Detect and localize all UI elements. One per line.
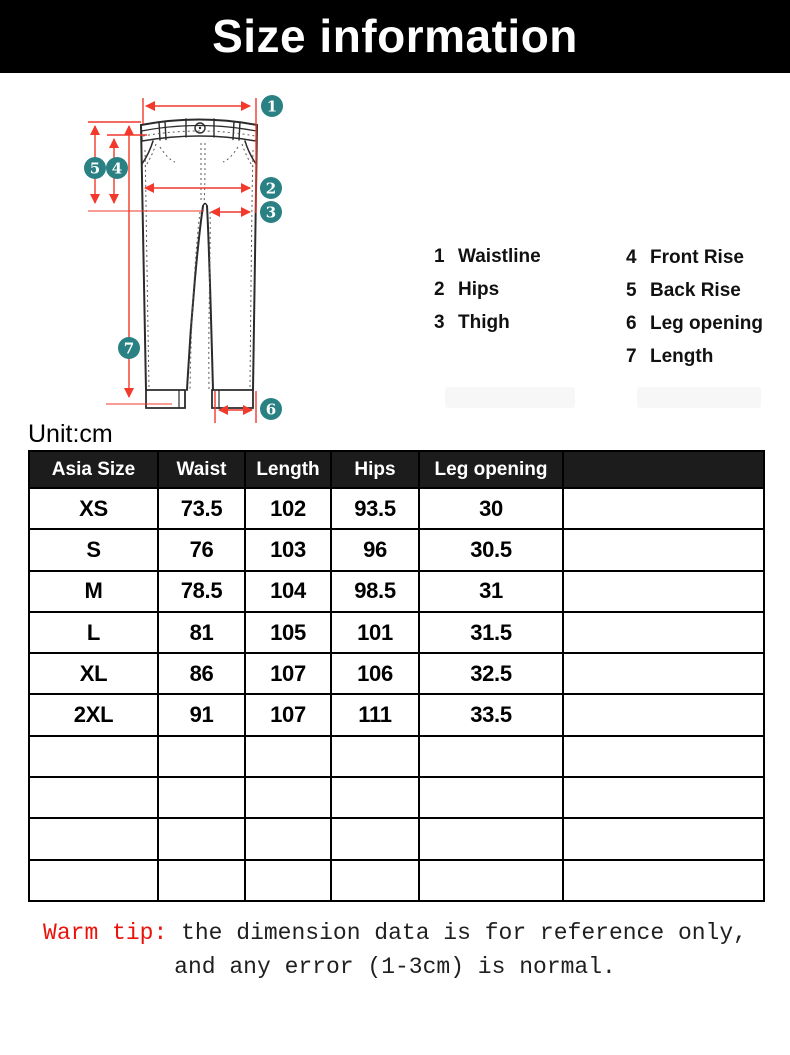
value-cell: 96: [331, 529, 419, 570]
legend-item-back-rise: [626, 274, 790, 307]
value-cell: 104: [245, 571, 331, 612]
measurement-arrows: [88, 98, 256, 423]
value-cell: [331, 736, 419, 777]
size-cell: L: [29, 612, 158, 653]
value-cell: 81: [158, 612, 245, 653]
svg-text:3: 3: [265, 203, 277, 222]
value-cell: [563, 694, 764, 735]
faded-artifact-bar: [445, 387, 575, 408]
value-cell: [419, 736, 563, 777]
legend-column-1: [434, 240, 624, 339]
legend-num: 5: [626, 279, 637, 301]
value-cell: [563, 818, 764, 859]
title-banner: [0, 0, 790, 73]
size-cell: M: [29, 571, 158, 612]
legend-item-hips: [434, 273, 624, 306]
warm-tip-line1: [0, 916, 790, 950]
value-cell: [245, 736, 331, 777]
warm-tip: [0, 916, 790, 984]
legend-num: 3: [434, 311, 445, 333]
size-cell: [29, 777, 158, 818]
svg-text:2: 2: [265, 179, 277, 198]
value-cell: [563, 653, 764, 694]
value-cell: [563, 777, 764, 818]
table-row-empty: [29, 860, 764, 901]
legend-label: Hips: [458, 278, 500, 300]
warm-tip-label: Warm tip:: [43, 920, 168, 946]
column-header: Asia Size: [29, 451, 158, 488]
table-header-row: [29, 451, 764, 488]
value-cell: 103: [245, 529, 331, 570]
legend-item-leg-opening: [626, 307, 790, 340]
pants-stitching: [143, 131, 255, 390]
legend-num: 6: [626, 312, 637, 334]
value-cell: [245, 860, 331, 901]
legend-item-thigh: [434, 306, 624, 339]
value-cell: 31.5: [419, 612, 563, 653]
size-cell: [29, 818, 158, 859]
value-cell: [563, 860, 764, 901]
column-header: Waist: [158, 451, 245, 488]
value-cell: 78.5: [158, 571, 245, 612]
faded-artifact-bar: [637, 387, 761, 408]
value-cell: 105: [245, 612, 331, 653]
size-cell: XL: [29, 653, 158, 694]
legend-label: Back Rise: [650, 279, 741, 301]
legend-item-front-rise: [626, 241, 790, 274]
value-cell: [563, 736, 764, 777]
value-cell: [331, 860, 419, 901]
badge-7: [118, 337, 140, 359]
warm-tip-line2: and any error (1-3cm) is normal.: [174, 954, 616, 980]
svg-text:4: 4: [111, 159, 123, 178]
table-row: [29, 488, 764, 529]
size-table-head: [29, 451, 764, 488]
legend-label: Thigh: [458, 311, 510, 333]
legend-label: Length: [650, 345, 714, 367]
value-cell: 76: [158, 529, 245, 570]
value-cell: [245, 818, 331, 859]
value-cell: [331, 777, 419, 818]
value-cell: [563, 529, 764, 570]
value-cell: 30: [419, 488, 563, 529]
badge-2: [260, 177, 282, 199]
value-cell: 101: [331, 612, 419, 653]
svg-text:5: 5: [89, 159, 101, 178]
value-cell: [158, 860, 245, 901]
table-row-empty: [29, 777, 764, 818]
legend-label: Leg opening: [650, 312, 763, 334]
value-cell: 86: [158, 653, 245, 694]
value-cell: 91: [158, 694, 245, 735]
warm-tip-text1: the dimension data is for reference only,: [167, 920, 747, 946]
value-cell: 31: [419, 571, 563, 612]
legend-item-waistline: [434, 240, 624, 273]
size-cell: [29, 736, 158, 777]
table-row: [29, 571, 764, 612]
size-table: [28, 450, 765, 902]
value-cell: [419, 818, 563, 859]
table-row: [29, 653, 764, 694]
legend-num: 7: [626, 345, 637, 367]
table-row-empty: [29, 736, 764, 777]
column-header: [563, 451, 764, 488]
legend-column-2: [626, 241, 790, 373]
table-row: [29, 694, 764, 735]
value-cell: [419, 777, 563, 818]
badge-5: [84, 157, 106, 179]
legend-num: 1: [434, 245, 445, 267]
pants-outline-icon: [141, 119, 257, 408]
svg-text:7: 7: [123, 339, 135, 358]
badge-6: [260, 398, 282, 420]
value-cell: [563, 612, 764, 653]
badge-1: [261, 95, 283, 117]
badge-3: [260, 201, 282, 223]
size-table-body: [29, 488, 764, 901]
column-header: Hips: [331, 451, 419, 488]
legend-num: 4: [626, 246, 637, 268]
legend-num: 2: [434, 278, 445, 300]
table-row: [29, 612, 764, 653]
value-cell: 30.5: [419, 529, 563, 570]
value-cell: 98.5: [331, 571, 419, 612]
value-cell: 93.5: [331, 488, 419, 529]
column-header: Length: [245, 451, 331, 488]
svg-text:1: 1: [266, 97, 278, 116]
value-cell: [331, 818, 419, 859]
value-cell: [158, 777, 245, 818]
size-cell: S: [29, 529, 158, 570]
legend-item-length: [626, 340, 790, 373]
value-cell: [158, 818, 245, 859]
value-cell: 32.5: [419, 653, 563, 694]
value-cell: 106: [331, 653, 419, 694]
pants-measurement-diagram: [55, 80, 395, 430]
size-cell: [29, 860, 158, 901]
legend-label: Front Rise: [650, 246, 744, 268]
table-row: [29, 529, 764, 570]
value-cell: 111: [331, 694, 419, 735]
value-cell: [245, 777, 331, 818]
table-row-empty: [29, 818, 764, 859]
value-cell: 73.5: [158, 488, 245, 529]
size-cell: XS: [29, 488, 158, 529]
size-cell: 2XL: [29, 694, 158, 735]
value-cell: 107: [245, 653, 331, 694]
legend-label: Waistline: [458, 245, 541, 267]
page-title: Size information: [212, 10, 578, 62]
value-cell: 33.5: [419, 694, 563, 735]
column-header: Leg opening: [419, 451, 563, 488]
svg-text:6: 6: [265, 400, 277, 419]
badge-4: [106, 157, 128, 179]
value-cell: 102: [245, 488, 331, 529]
unit-label: Unit:cm: [28, 420, 113, 448]
value-cell: [563, 488, 764, 529]
value-cell: [563, 571, 764, 612]
value-cell: [419, 860, 563, 901]
value-cell: 107: [245, 694, 331, 735]
value-cell: [158, 736, 245, 777]
